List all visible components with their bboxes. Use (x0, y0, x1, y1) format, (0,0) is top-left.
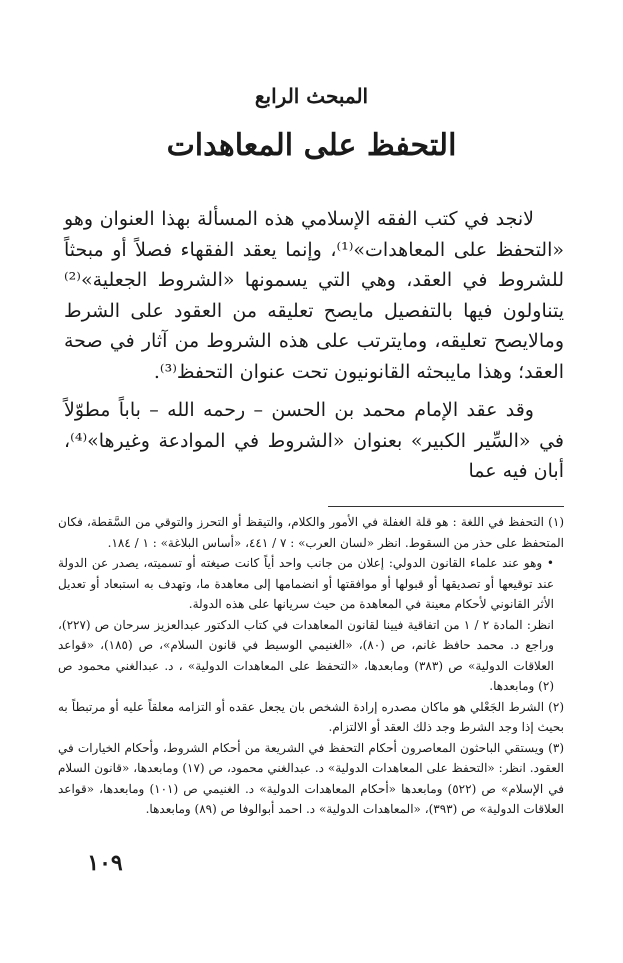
footnote-divider (328, 506, 564, 507)
footnote-2: (٢) الشرط الجَعْلي هو ماكان مصدره إرادة الشخص بان يجعل عقده أو التزامه معلقاً عليه أو مرتبطاً به بحيث إذا وجد الشرط وجد ذلك العقد أو الالتزام. (58, 699, 564, 734)
body-paragraph: وقد عقد الإمام محمد بن الحسن – رحمه الله – باباً مطوّلاً في «السِّير الكبير» بعنوان «الشروط في الموادعة وغيرها»⁽⁴⁾، أبان فيه عما (64, 399, 564, 482)
footnotes (58, 512, 564, 820)
footnote-1-continuation: • وهو عند علماء القانون الدولي: إعلان من جانب واحد أياً كانت صيغته أو تسميته، يصدر عن الدولة عند توقيعها أو تصديقها أو قبولها أو موافقتها أو انضمامها إلى معاهدة ما، وتهدف به استبعاد أو تعديل الأثر القانوني لأحكام معينة في المعاهدة من حيث سريانها على هذه الدولة. (58, 556, 554, 611)
section-heading: المبحث الرابع (254, 84, 369, 108)
body-paragraph: لانجد في كتب الفقه الإسلامي هذه المسألة بهذا العنوان وهو «التحفظ على المعاهدات»⁽¹⁾، وإنما يعقد الفقهاء فصلاً أو مبحثاً للشروط في العقد، وهي التي يسمونها «الشروط الجعلية»⁽²⁾ يتناولون فيها بالتفصيل مايصح تعليقه من العقود على الشرط ومالايصح تعليقه، ومايترتب على هذه الشروط من آثار في صحة العقد؛ وهذا مايبحثه القانونيون تحت عنوان التحفظ⁽³⁾. (64, 208, 564, 383)
footnote-1-references: انظر: المادة ٢ / ١ من اتفاقية فيينا لقانون المعاهدات في كتاب الدكتور عبدالعزيز سرحان ص (٢٢٧)، وراجع د. محمد حافظ غانم، ص (٨٠)، «الغنيمي الوسيط في قانون السلام»، ص (١٨٥)، «قواعد العلاقات الدولية» ص (٣٨٣) ومابعدها، «التحفظ على المعاهدات الدولية» ، د. عبدالغني محمود ص (٢) ومابعدها. (58, 617, 554, 693)
chapter-title: التحفظ على المعاهدات (166, 128, 457, 163)
page-number: ١٠٩ (87, 850, 123, 876)
footnote-3: (٣) ويستقي الباحثون المعاصرون أحكام التحفظ في الشريعة من أحكام الشروط، وأحكام الخيارات في العقود. انظر: «التحفظ على المعاهدات الدولية» د. عبدالغني محمود، ص (١٧) ومابعدها، «قانون السلام في الإسلام» ص (٥٢٢) ومابعدها «أحكام المعاهدات الدولية» د. الغنيمي ص (١٠١) ومابعدها، «قواعد العلاقات الدولية» ص (٣٩٣)، «المعاهدات الدولية» د. احمد أبوالوفا ص (٨٩) ومابعدها. (58, 740, 565, 816)
body-text (64, 204, 564, 487)
footnote-1: (١) التحفظ في اللغة : هو قلة الغفلة في الأمور والكلام، والتيقظ أو التحرز والتوقي من السَّقطة، فكان المتحفظ على حذر من السقوط. انظر «لسان العرب» : ٧ / ٤٤١، «أساس البلاغة» : ١ / ١٨٤. (58, 515, 564, 550)
